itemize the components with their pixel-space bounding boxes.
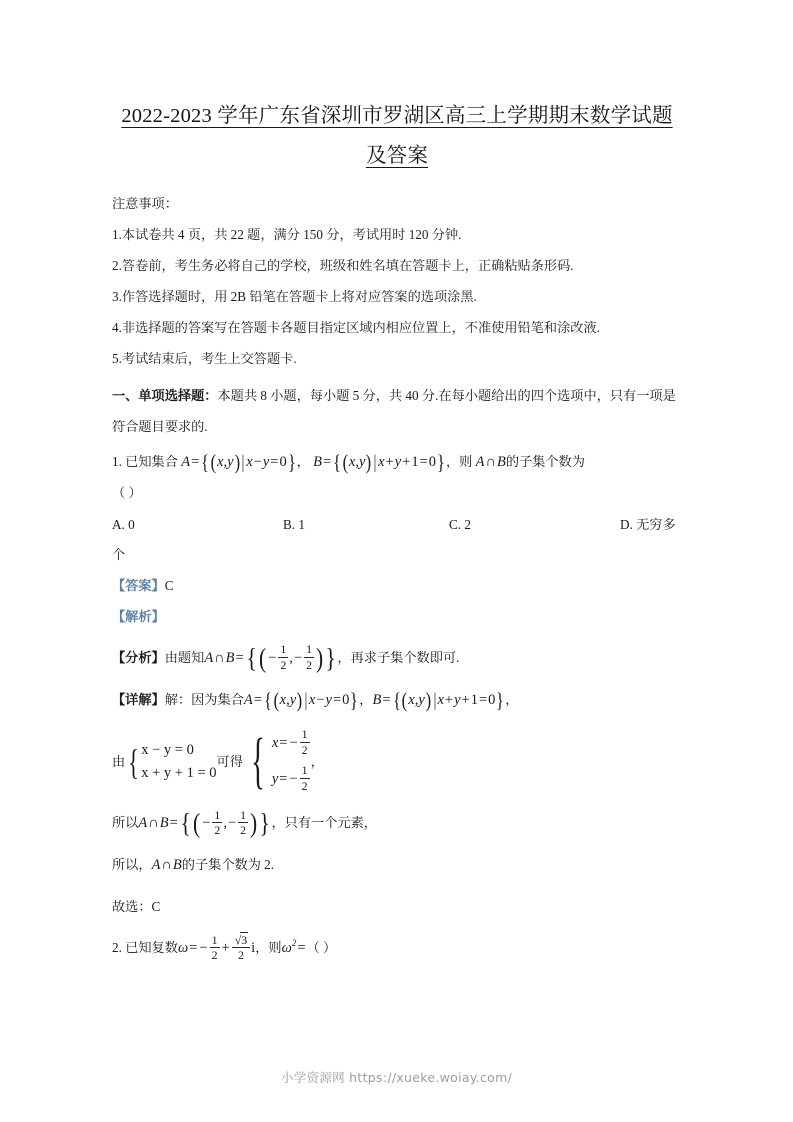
system-solution: { x= − $\frac{1}{2}$ y= − $\frac{1}{2}$ <box>250 726 308 796</box>
conclusion-2-post: 的子集个数为 2. <box>181 857 275 873</box>
question-1-final-choice: 故选：C <box>112 899 161 915</box>
conclusion-1-post: ，只有一个元素， <box>271 815 377 831</box>
question-1-number: 1. <box>112 454 122 469</box>
notes-heading: 注意事项： <box>112 196 178 211</box>
system-prefix: 由 <box>112 753 126 769</box>
question-1-system <box>112 726 682 797</box>
note-item-2: 2.答卷前，考生务必将自己的学校，班级和姓名填在答题卡上，正确粘贴条形码. <box>112 258 574 273</box>
section-heading-label: 一、单项选择题： <box>112 388 218 403</box>
option-a-key: A. <box>112 517 125 532</box>
question-2-stem-mid: ，则 <box>255 940 282 956</box>
conclusion-2-formula: A∩B <box>151 857 182 874</box>
system-trailing-comma: ， <box>310 753 324 769</box>
xiangjie-sep: ， <box>359 692 373 707</box>
option-a-text: 0 <box>128 517 135 532</box>
question-2-formula: ω= − $\frac{1}{2}$ + $\frac{√3}{2}$ i <box>177 932 256 963</box>
question-2-stem-prefix: 已知复数 <box>125 940 178 956</box>
question-2-omega-squared: $\omega^2=$ <box>281 938 306 957</box>
fenxi-formula: A∩B={( − $\frac{1}{2}$ ,− $\frac{1}{2}$ )} <box>204 641 336 673</box>
xiangjie-label: 【详解】 <box>112 692 165 707</box>
question-1-stem-mid: ，则 <box>445 454 473 469</box>
option-d[interactable] <box>620 510 676 540</box>
section-heading <box>112 380 682 442</box>
option-d-text: 无穷多 <box>636 517 676 532</box>
xiangjie-lead: 解：因为集合 <box>164 692 244 707</box>
question-1-analysis-line <box>112 601 682 632</box>
fenxi-text-post: ，再求子集个数即可. <box>337 650 460 665</box>
conclusion-1-pre: 所以 <box>112 815 139 831</box>
xiangjie-tail: ， <box>505 692 519 707</box>
answer-value: C <box>164 578 174 593</box>
question-1-fenxi <box>112 642 682 674</box>
note-item-1: 1.本试卷共 4 页，共 22 题，满分 150 分，考试用时 120 分钟. <box>112 227 462 242</box>
question-1-set-a: A={(x,y) | x−y=0} <box>181 451 296 474</box>
question-1-answer-parens: （ ） <box>112 485 142 500</box>
question-1-conclusion-2 <box>112 849 682 881</box>
page-title: 2022-2023 学年广东省深圳市罗湖区高三上学期期末数学试题及答案 <box>121 105 673 167</box>
xiangjie-set-b: B={(x,y) | x+y+1=0} <box>372 689 505 712</box>
option-c-text: 2 <box>464 517 471 532</box>
conclusion-2-pre: 所以， <box>112 857 152 873</box>
fenxi-text-pre: 由题知 <box>164 650 205 665</box>
question-1-stem-suffix: 的子集个数为 <box>505 454 585 469</box>
system-middle: 可得 <box>216 753 243 769</box>
note-item-5: 5.考试结束后，考生上交答题卡. <box>112 351 297 366</box>
system-equations: { x − y = 0 x + y + 1 = 0 <box>128 741 217 782</box>
question-1-options <box>112 510 682 540</box>
question-1-xiangjie <box>112 684 682 716</box>
fenxi-label: 【分析】 <box>112 650 165 665</box>
answer-label: 【答案】 <box>112 578 165 593</box>
set-separator: ， <box>296 454 310 469</box>
site-watermark: 小学资源网 https://xueke.woiay.com/ <box>280 1070 513 1085</box>
note-item-4: 4.非选择题的答案写在答题卡各题目指定区域内相应位置上，不准使用铅笔和涂改液. <box>112 320 600 335</box>
note-item-3: 3.作答选择题时，用 2B 铅笔在答题卡上将对应答案的选项涂黑. <box>112 289 477 304</box>
question-2-stem <box>112 932 682 964</box>
question-1-set-b: B={(x,y) | x+y+1=0} <box>313 451 445 474</box>
question-1-conclusion-1 <box>112 807 682 839</box>
option-b-text: 1 <box>298 517 305 532</box>
option-c-key: C. <box>449 517 462 532</box>
question-1-intersection: A∩B <box>475 454 506 470</box>
section-heading-text: 本题共 8 小题，每小题 5 分，共 40 分.在每小题给出的四个选项中，只有一项是符合题目要求的. <box>112 388 676 434</box>
question-1-answer-line <box>112 570 682 601</box>
xiangjie-set-a: A={(x,y) | x−y=0} <box>243 689 359 712</box>
option-d-wrap: 个 <box>112 547 126 562</box>
question-1-stem <box>112 446 682 478</box>
option-b[interactable] <box>283 510 305 540</box>
analysis-label: 【解析】 <box>112 609 165 624</box>
option-a[interactable] <box>112 510 135 540</box>
option-b-key: B. <box>283 517 296 532</box>
conclusion-1-formula: A∩B={( − $\frac{1}{2}$ ,− $\frac{1}{2}$ )} <box>138 806 271 838</box>
option-c[interactable] <box>449 510 471 540</box>
page-content <box>112 96 682 964</box>
question-1-stem-prefix: 已知集合 <box>125 454 178 469</box>
option-d-key: D. <box>620 517 633 532</box>
question-2-number: 2. <box>112 940 122 956</box>
question-2-paren-blank: （ ） <box>306 940 337 956</box>
